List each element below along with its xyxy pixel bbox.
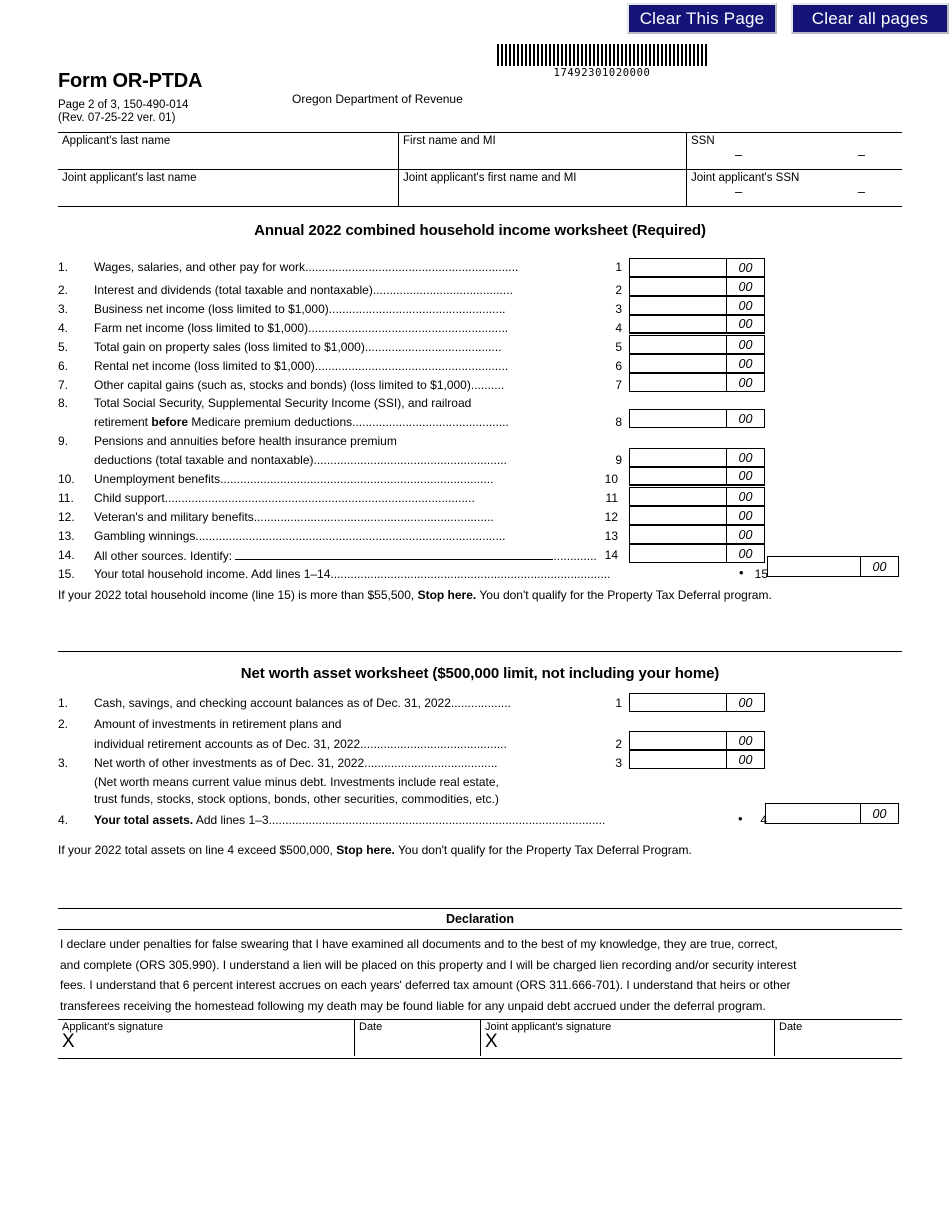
- income-row-7: [58, 378, 678, 397]
- leader-dots: ..................: [450, 696, 511, 710]
- networth-row-4-number: 4.: [58, 813, 69, 827]
- income-row-9-text-line1: Pensions and annuities before health insurance premium: [94, 434, 397, 448]
- income-row-2: [58, 283, 678, 302]
- income-row-3: [58, 302, 678, 321]
- income-row-8-line2: [58, 415, 678, 434]
- barcode-block: [497, 44, 707, 79]
- income-amount-box-1[interactable]: [629, 258, 765, 277]
- income-row-5-number: 5.: [58, 340, 69, 354]
- joint-date-label: Date: [779, 1021, 803, 1033]
- networth-row-4-text: Your total assets. Add lines 1–3.....................................................................................................: [94, 813, 606, 827]
- ssn-dash-1: –: [735, 147, 743, 162]
- income-lineno-14: 14: [604, 548, 618, 562]
- income-amount-1-dollars[interactable]: [630, 259, 726, 276]
- applicant-first-name-field[interactable]: [398, 133, 686, 169]
- networth-row-1-text: Cash, savings, and checking account balances as of Dec. 31, 2022..................: [94, 696, 511, 710]
- joint-first-name-label: Joint applicant's first name and MI: [403, 172, 577, 184]
- networth-row-1: [58, 696, 678, 715]
- joint-ssn-separators: [735, 184, 865, 199]
- applicant-first-name-label: First name and MI: [403, 135, 496, 147]
- income-identify-input[interactable]: [235, 548, 553, 560]
- applicant-last-name-label: Applicant's last name: [62, 135, 171, 147]
- income-row-9-line2: [58, 453, 678, 472]
- networth-parenthetical-text-1: (Net worth means current value minus debt. Investments include real estate,: [94, 775, 499, 789]
- income-row-13-text: Gambling winnings.............................................................................................: [94, 529, 506, 543]
- ssn-separators: [735, 147, 865, 162]
- networth-lineno-2: 2: [615, 737, 622, 751]
- income-lineno-2: 2: [615, 283, 622, 297]
- income-row-1-text: Wages, salaries, and other pay for work................................................................: [94, 260, 519, 274]
- income-amount-5-cents: 00: [726, 336, 764, 353]
- networth-lineno-3: 3: [615, 756, 622, 770]
- networth-row-2-line2: [58, 737, 678, 756]
- leader-dots: .............: [553, 549, 597, 563]
- agency-name: Oregon Department of Revenue: [292, 92, 463, 106]
- leader-dots: .............................................................................................: [164, 491, 475, 505]
- leader-dots: ........................................................................: [253, 510, 494, 524]
- income-lineno-7: 7: [615, 378, 622, 392]
- income-worksheet-title: Annual 2022 combined household income worksheet (Required): [254, 222, 706, 239]
- declaration-line-1: I declare under penalties for false swearing that I have examined all documents and to the best of my knowledge, they are true, correct,: [60, 937, 778, 951]
- income-amount-box-11[interactable]: [629, 487, 765, 506]
- declaration-line-4: transferees receiving the homestead following my death may be found liable for any unpaid debt accrued under the deferral program.: [60, 998, 766, 1013]
- networth-row-3: [58, 756, 678, 775]
- income-amount-box-2[interactable]: [629, 277, 765, 296]
- applicant-identity-grid: [58, 132, 902, 207]
- income-amount-3-dollars[interactable]: [630, 297, 726, 314]
- income-row-2-number: 2.: [58, 283, 69, 297]
- income-row-4-number: 4.: [58, 321, 69, 335]
- joint-ssn-dash-2: –: [857, 184, 865, 199]
- applicant-ssn-field[interactable]: [686, 133, 902, 169]
- networth-row-3-number: 3.: [58, 756, 69, 770]
- income-amount-2-dollars[interactable]: [630, 278, 726, 295]
- applicant-date-label: Date: [359, 1021, 383, 1033]
- income-amount-6-cents: 00: [726, 355, 764, 372]
- income-amount-13-cents: 00: [726, 526, 764, 543]
- networth-row-3-text: Net worth of other investments as of Dec. 31, 2022........................................: [94, 756, 498, 770]
- income-total-box-15[interactable]: [767, 556, 899, 577]
- income-amount-box-13[interactable]: [629, 525, 765, 544]
- revision-line: (Rev. 07-25-22 ver. 01): [58, 112, 176, 124]
- income-amount-10-dollars[interactable]: [630, 468, 726, 484]
- income-lineno-9: 9: [615, 453, 622, 467]
- applicant-row: [58, 132, 902, 169]
- income-row-7-number: 7.: [58, 378, 69, 392]
- income-row-10: [58, 472, 678, 491]
- income-row-11-number: 11.: [58, 491, 74, 505]
- income-amount-1-cents: 00: [726, 259, 764, 276]
- income-lineno-15: 15: [754, 567, 768, 581]
- income-amount-6-dollars[interactable]: [630, 355, 726, 372]
- applicant-last-name-field[interactable]: [58, 133, 398, 169]
- barcode-image: [497, 44, 707, 66]
- income-total-15-dollars[interactable]: [768, 557, 860, 576]
- income-row-13: [58, 529, 678, 548]
- income-row-13-number: 13.: [58, 529, 75, 543]
- applicant-date-field[interactable]: [354, 1020, 480, 1056]
- income-row-15-text: Your total household income. Add lines 1–14....................................................................................: [94, 567, 611, 581]
- income-amount-box-12[interactable]: [629, 506, 765, 525]
- income-row-12-text: Veteran's and military benefits........................................................................: [94, 510, 494, 524]
- income-amount-9-dollars[interactable]: [630, 449, 726, 466]
- leader-dots: ..........: [470, 378, 505, 392]
- networth-amount-box-2[interactable]: [629, 731, 765, 750]
- networth-total-box-4[interactable]: [765, 803, 899, 824]
- joint-ssn-field[interactable]: [686, 170, 902, 206]
- income-row-11-text: Child support.............................................................................................: [94, 491, 475, 505]
- applicant-signature-x-mark: X: [62, 1031, 75, 1052]
- income-row-3-number: 3.: [58, 302, 69, 316]
- declaration-line-3: fees. I understand that 6 percent interest accrues on each years' deferred tax amount (ORS 311.666-701). I understand that heirs or other: [60, 978, 791, 992]
- income-amount-box-14[interactable]: [629, 544, 765, 563]
- leader-dots: ..........................................................: [313, 453, 507, 467]
- income-amount-2-cents: 00: [726, 278, 764, 295]
- leader-dots: ..........................................: [372, 283, 513, 297]
- income-amount-4-cents: 00: [726, 316, 764, 332]
- joint-first-name-field[interactable]: [398, 170, 686, 206]
- income-amount-9-cents: 00: [726, 449, 764, 466]
- income-row-8-number: 8.: [58, 396, 69, 410]
- leader-dots: ........................................: [364, 756, 498, 770]
- income-lineno-6: 6: [615, 359, 622, 373]
- income-lineno-13: 13: [604, 529, 618, 543]
- income-amount-12-cents: 00: [726, 507, 764, 524]
- networth-amount-1-dollars[interactable]: [630, 694, 726, 711]
- declaration-heading: Declaration: [58, 908, 902, 930]
- income-amount-box-10[interactable]: [629, 467, 765, 486]
- income-row-6-text: Rental net income (loss limited to $1,000)..........................................................: [94, 359, 509, 373]
- income-amount-12-dollars[interactable]: [630, 507, 726, 524]
- leader-dots: ...............................................: [352, 415, 509, 429]
- leader-dots: .........................................: [364, 340, 502, 354]
- leader-dots: ..........................................................: [314, 359, 509, 373]
- networth-row-2-text-line2: individual retirement accounts as of Dec. 31, 2022............................................: [94, 737, 507, 751]
- clear-this-page-label: Clear This Page: [639, 8, 765, 28]
- leader-dots: .............................................................................................: [195, 529, 506, 543]
- income-amount-8-dollars[interactable]: [630, 410, 726, 427]
- leader-dots: ....................................................................................: [330, 567, 611, 581]
- applicant-ssn-label: SSN: [691, 135, 715, 147]
- income-lineno-12: 12: [604, 510, 618, 524]
- income-lineno-1: 1: [615, 260, 622, 274]
- networth-row-2-number: 2.: [58, 717, 69, 731]
- income-lineno-10: 10: [604, 472, 618, 486]
- income-row-1-number: 1.: [58, 260, 69, 274]
- networth-row-1-number: 1.: [58, 696, 69, 710]
- income-amount-14-dollars[interactable]: [630, 545, 726, 562]
- networth-total-4-dollars[interactable]: [766, 804, 860, 823]
- income-amount-4-dollars[interactable]: [630, 316, 726, 332]
- leader-dots: .....................................................................................................: [268, 813, 606, 827]
- networth-parenthetical-text-2: trust funds, stocks, stock options, bonds, other securities, commodities, etc.): [94, 792, 499, 806]
- income-row-9-text-line2: deductions (total taxable and nontaxable)..........................................................: [94, 453, 507, 467]
- joint-applicant-row: [58, 169, 902, 207]
- joint-ssn-dash-1: –: [735, 184, 743, 199]
- income-amount-3-cents: 00: [726, 297, 764, 314]
- income-amount-8-cents: 00: [726, 410, 764, 427]
- income-amount-5-dollars[interactable]: [630, 336, 726, 353]
- page-number-line: Page 2 of 3, 150-490-014: [58, 99, 189, 111]
- networth-amount-2-cents: 00: [726, 732, 764, 749]
- income-row-6: [58, 359, 678, 378]
- networth-amount-box-1[interactable]: [629, 693, 765, 712]
- income-row-6-number: 6.: [58, 359, 69, 373]
- income-lineno-3: 3: [615, 302, 622, 316]
- income-row-1: [58, 260, 678, 279]
- income-amount-10-cents: 00: [726, 468, 764, 484]
- leader-dots: ................................................................: [304, 260, 519, 274]
- income-row-12-number: 12.: [58, 510, 75, 524]
- joint-last-name-field[interactable]: [58, 170, 398, 206]
- networth-row-2-text-line1: Amount of investments in retirement plans and: [94, 717, 342, 731]
- income-row-8-text-line1: Total Social Security, Supplemental Security Income (SSI), and railroad: [94, 396, 472, 410]
- declaration-body: [60, 934, 900, 1016]
- networth-parenthetical-line2: [58, 792, 678, 811]
- leader-dots: ..................................................................................: [220, 472, 494, 486]
- networth-amount-box-3[interactable]: [629, 750, 765, 769]
- income-row-5: [58, 340, 678, 359]
- income-row-11: [58, 491, 678, 510]
- income-amount-7-cents: 00: [726, 374, 764, 391]
- income-row-14: [58, 548, 678, 567]
- income-row-7-text: Other capital gains (such as, stocks and bonds) (loss limited to $1,000)..........: [94, 378, 505, 392]
- income-row-2-text: Interest and dividends (total taxable and nontaxable)..........................................: [94, 283, 513, 297]
- income-row-4-text: Farm net income (loss limited to $1,000)............................................................: [94, 321, 509, 335]
- income-amount-14-cents: 00: [726, 545, 764, 562]
- income-amount-box-4[interactable]: [629, 315, 765, 334]
- networth-row-4: [58, 813, 758, 832]
- joint-date-field[interactable]: [774, 1020, 902, 1056]
- leader-dots: .....................................................: [328, 302, 506, 316]
- income-row-9-number: 9.: [58, 434, 69, 448]
- applicant-signature-field[interactable]: [58, 1020, 354, 1056]
- income-amount-11-dollars[interactable]: [630, 488, 726, 505]
- income-amount-box-6[interactable]: [629, 354, 765, 373]
- income-row-14-text: All other sources. Identify: .............: [94, 549, 597, 563]
- income-row-14-number: 14.: [58, 548, 75, 562]
- joint-signature-x-mark: X: [485, 1031, 498, 1052]
- income-row-8-text-line2: retirement before Medicare premium deductions...............................................: [94, 415, 509, 429]
- income-lineno-4: 4: [615, 321, 622, 335]
- networth-amount-3-cents: 00: [726, 751, 764, 768]
- joint-last-name-label: Joint applicant's last name: [62, 172, 197, 184]
- income-row-4: [58, 321, 678, 340]
- declaration-line-2: and complete (ORS 305.990). I understand a lien will be placed on this property and I will be charged lien recording and/or security interest: [60, 957, 797, 972]
- networth-line-4-bullet: •: [738, 811, 743, 826]
- income-lineno-8: 8: [615, 415, 622, 429]
- income-total-15-cents: 00: [860, 557, 898, 576]
- signature-grid: [58, 1019, 902, 1059]
- barcode-number: 17492301020000: [553, 67, 651, 79]
- income-row-5-text: Total gain on property sales (loss limited to $1,000).........................................: [94, 340, 502, 354]
- applicant-signature-label: Applicant's signature: [62, 1021, 164, 1033]
- income-lineno-11: 11: [605, 491, 618, 505]
- income-row-10-number: 10.: [58, 472, 75, 486]
- income-amount-11-cents: 00: [726, 488, 764, 505]
- income-amount-box-3[interactable]: [629, 296, 765, 315]
- clear-this-page-button[interactable]: [627, 3, 777, 34]
- income-row-8-line1: [58, 396, 678, 415]
- income-amount-box-9[interactable]: [629, 448, 765, 467]
- income-row-15: [58, 567, 758, 586]
- networth-worksheet-title: Net worth asset worksheet ($500,000 limit, not including your home): [240, 665, 720, 682]
- income-row-15-number: 15.: [58, 567, 75, 581]
- leader-dots: ............................................: [360, 737, 507, 751]
- income-row-9-line1: [58, 434, 678, 453]
- networth-row-2-line1: [58, 717, 678, 736]
- clear-all-pages-label: Clear all pages: [811, 8, 929, 28]
- income-row-10-text: Unemployment benefits..................................................................................: [94, 472, 494, 486]
- networth-threshold-note: If your 2022 total assets on line 4 exceed $500,000, Stop here. You don't qualify for the Property Tax Deferral Program.: [58, 843, 692, 857]
- networth-amount-2-dollars[interactable]: [630, 732, 726, 749]
- clear-all-pages-button[interactable]: [791, 3, 949, 34]
- income-amount-7-dollars[interactable]: [630, 374, 726, 391]
- joint-ssn-label: Joint applicant's SSN: [691, 172, 800, 184]
- joint-signature-label: Joint applicant's signature: [485, 1021, 612, 1033]
- networth-lineno-1: 1: [615, 696, 622, 710]
- income-lineno-5: 5: [615, 340, 622, 354]
- income-row-12: [58, 510, 678, 529]
- income-amount-box-8[interactable]: [629, 409, 765, 428]
- income-amount-13-dollars[interactable]: [630, 526, 726, 543]
- leader-dots: ............................................................: [308, 321, 509, 335]
- income-row-3-text: Business net income (loss limited to $1,000).....................................................: [94, 302, 506, 316]
- income-line-15-bullet: •: [739, 565, 744, 580]
- networth-amount-3-dollars[interactable]: [630, 751, 726, 768]
- form-title: Form OR-PTDA: [58, 70, 203, 92]
- income-threshold-note: If your 2022 total household income (line 15) is more than $55,500, Stop here. You don't qualify for the Property Tax Deferral program.: [58, 588, 772, 602]
- networth-lineno-4: 4: [760, 813, 767, 827]
- networth-amount-1-cents: 00: [726, 694, 764, 711]
- income-amount-box-5[interactable]: [629, 335, 765, 354]
- networth-total-4-cents: 00: [860, 804, 898, 823]
- networth-section-divider: [58, 651, 902, 652]
- joint-signature-field[interactable]: [480, 1020, 774, 1056]
- income-amount-box-7[interactable]: [629, 373, 765, 392]
- ssn-dash-2: –: [857, 147, 865, 162]
